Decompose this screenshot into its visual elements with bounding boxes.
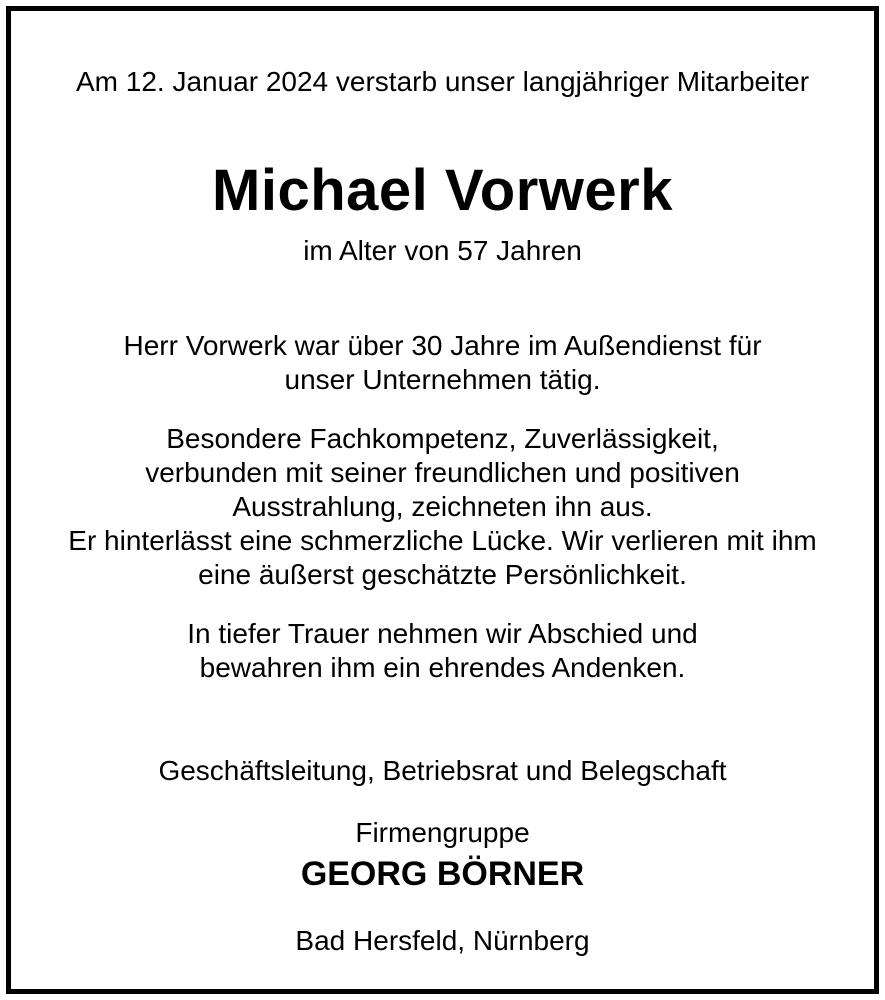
age-text: im Alter von 57 Jahren (303, 235, 582, 266)
intro-text: Am 12. Januar 2024 verstarb unser langjähriger Mitarbeiter (75, 66, 810, 97)
company-name: GEORG BÖRNER (300, 855, 585, 893)
paragraph-2-line-2: verbunden mit seiner freundlichen und positiven (145, 457, 740, 488)
company-prefix: Firmengruppe (355, 817, 530, 848)
paragraph-1-line-2: unser Unternehmen tätig. (284, 364, 601, 395)
paragraph-2-line-4: Er hinterlässt eine schmerzliche Lücke. Wir verlieren mit ihm (68, 525, 817, 556)
paragraph-3-line-2: bewahren ihm ein ehrendes Andenken. (199, 652, 686, 683)
paragraph-1-line-1: Herr Vorwerk war über 30 Jahre im Außendienst für (123, 330, 762, 361)
deceased-name: Michael Vorwerk (212, 158, 673, 223)
paragraph-2-line-5: eine äußerst geschätzte Persönlichkeit. (198, 559, 687, 590)
paragraph-2-line-3: Ausstrahlung, zeichneten ihn aus. (232, 491, 653, 522)
paragraph-3-line-1: In tiefer Trauer nehmen wir Abschied und (187, 618, 698, 649)
obituary-notice (6, 6, 879, 994)
locations-text: Bad Hersfeld, Nürnberg (295, 925, 590, 956)
signatories-text: Geschäftsleitung, Betriebsrat und Belegschaft (158, 755, 727, 786)
paragraph-2-line-1: Besondere Fachkompetenz, Zuverlässigkeit, (166, 423, 719, 454)
